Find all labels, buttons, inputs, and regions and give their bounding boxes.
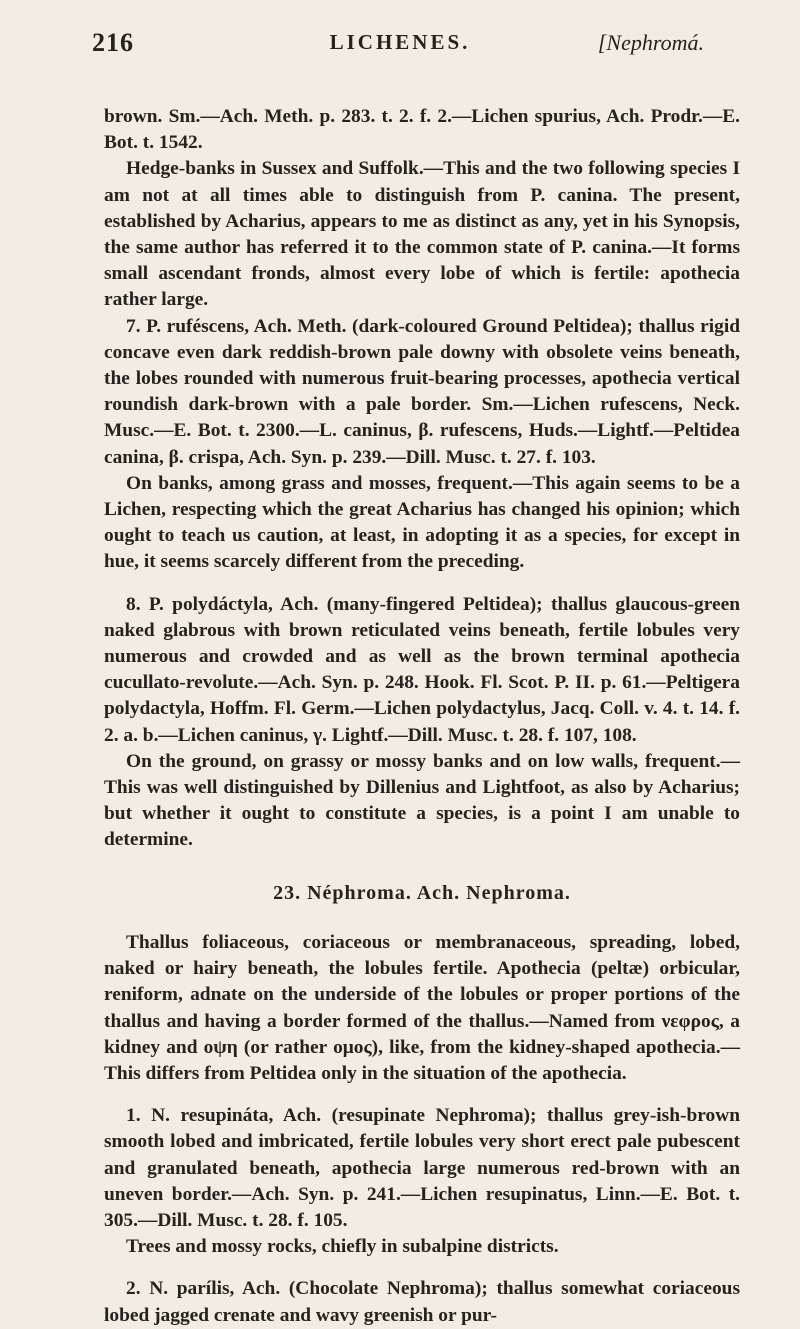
paragraph: On banks, among grass and mosses, frequent.—This again seems to be a Lichen, respecting which the great Acharius has changed his opinion; which ought to teach us caution, at least, in adopting it as a species, for except in hue, it seems scarcely different from the preceding. — [104, 472, 740, 573]
species-entry: 7. P. ruféscens, Ach. Meth. (dark-coloured Ground Peltidea); thallus rigid concave even dark reddish-brown pale downy with obsolete veins beneath, the lobes rounded with numerous fruit-bearing processes, apothecia vertical roundish dark-brown with a pale border. Sm.—Lichen rufescens, Neck. Musc.—E. Bot. t. 2300.—L. caninus, β. rufescens, Huds.—Lightf.—Peltidea canina, β. crispa, Ach. Syn. p. 239.—Dill. Musc. t. 27. f. 103. — [104, 315, 740, 468]
paragraph: Hedge-banks in Sussex and Suffolk.—This and the two following species I am not at all times able to distinguish from P. canina. The present, established by Acharius, appears to me as distinct as any, yet in his Synopsis, the same author has referred it to the common state of P. canina.—It forms small ascendant fronds, almost every lobe of which is fertile: apothecia rather large. — [104, 158, 740, 311]
page-number: 216 — [92, 28, 134, 57]
paragraph: brown. Sm.—Ach. Meth. p. 283. t. 2. f. 2.—Lichen spurius, Ach. Prodr.—E. Bot. t. 1542. — [104, 106, 740, 154]
genus-heading: [Nephromá. — [597, 30, 704, 55]
page-header — [60, 28, 740, 70]
page-body — [60, 70, 740, 1329]
genus-description: Thallus foliaceous, coriaceous or membranaceous, spreading, lobed, naked or hairy beneath, the lobules fertile. Apothecia (peltæ) orbicular, reniform, adnate on the underside of the lobules or proper portions of the thallus and having a border formed of the thallus.—Named from νεφρος, a kidney and οψη (or rather ομος), like, from the kidney-shaped apothecia.—This differs from Peltidea only in the situation of the apothecia. — [104, 931, 740, 1084]
species-entry: 8. P. polydáctyla, Ach. (many-fingered Peltidea); thallus glaucous-green naked glabrous with brown reticulated veins beneath, fertile lobules very numerous and crowded and as well as the brown terminal apothecia cucullato-revolute.—Ach. Syn. p. 248. Hook. Fl. Scot. P. II. p. 61.—Peltigera polydactyla, Hoffm. Fl. Germ.—Lichen polydactylus, Jacq. Coll. v. 4. t. 14. f. 2. a. b.—Lichen caninus, γ. Lightf.—Dill. Musc. t. 28. f. 107, 108. — [104, 593, 740, 746]
paragraph: On the ground, on grassy or mossy banks and on low walls, frequent.—This was well distinguished by Dillenius and Lightfoot, as also by Acharius; but whether it ought to constitute a species, is a point I am unable to determine. — [104, 750, 740, 851]
species-entry: 1. N. resupináta, Ach. (resupinate Nephroma); thallus grey-ish-brown smooth lobed and imbricated, fertile lobules very short erect pale pubescent and granulated beneath, apothecia large numerous red-brown with an uneven border.—Ach. Syn. p. 241.—Lichen resupinatus, Linn.—E. Bot. t. 305.—Dill. Musc. t. 28. f. 105. — [104, 1105, 740, 1231]
paragraph: Trees and mossy rocks, chiefly in subalpine districts. — [126, 1236, 559, 1258]
running-title: LICHENES. — [329, 30, 471, 54]
section-heading: 23. Néphroma. Ach. Nephroma. — [273, 881, 571, 904]
species-entry: 2. N. parílis, Ach. (Chocolate Nephroma); thallus somewhat coriaceous lobed jagged crenate and wavy greenish or pur- — [104, 1278, 740, 1326]
